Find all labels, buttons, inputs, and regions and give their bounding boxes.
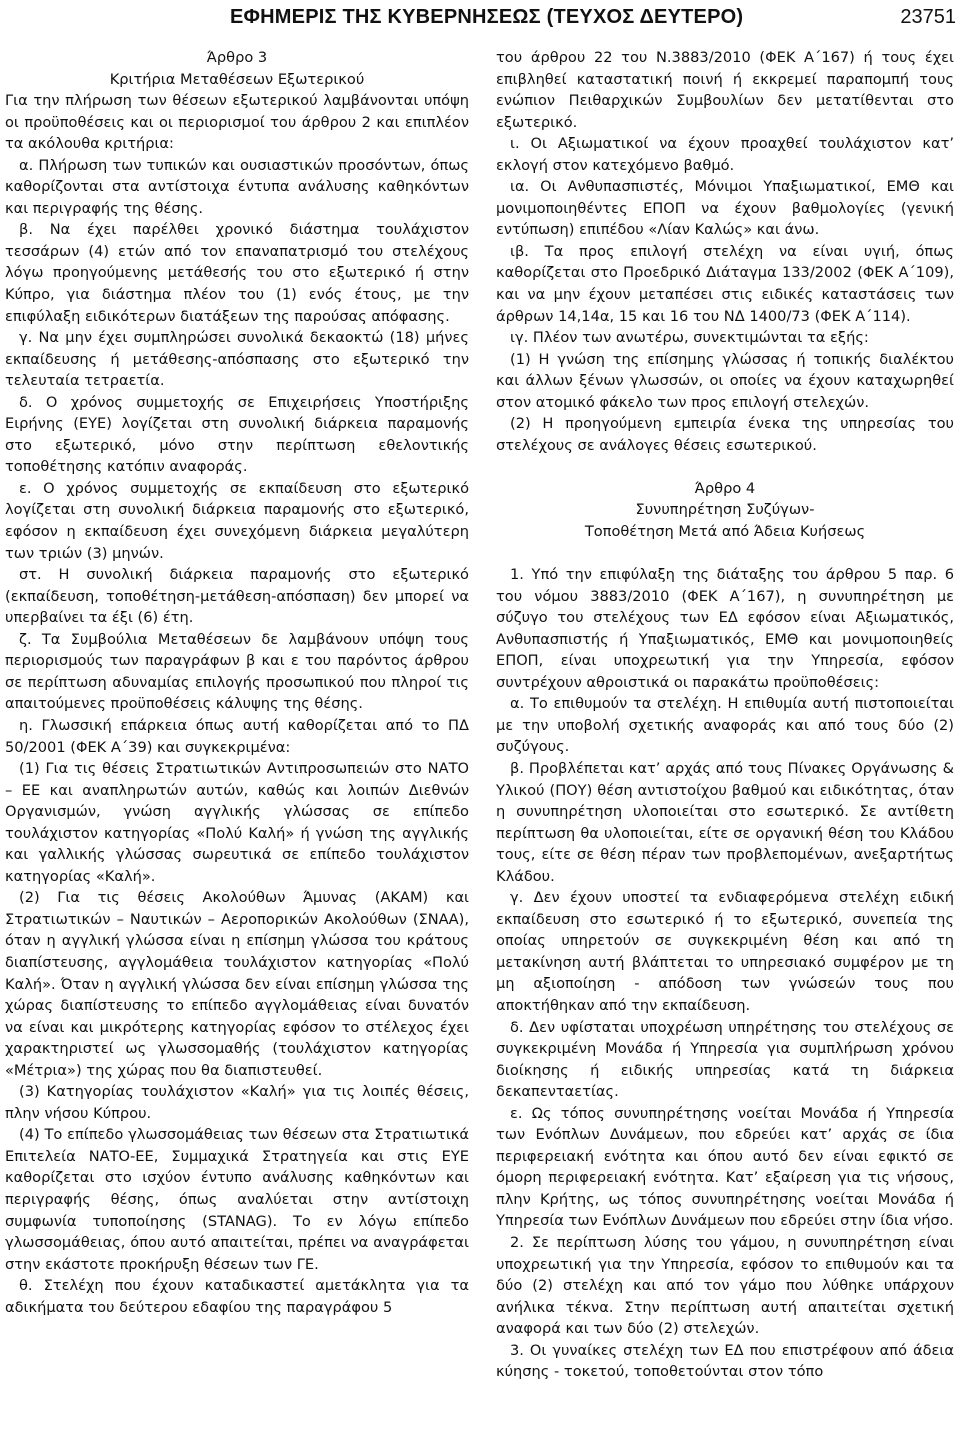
gazette-title: ΕΦΗΜΕΡΙΣ ΤΗΣ ΚΥΒΕΡΝΗΣΕΩΣ (ΤΕΥΧΟΣ ΔΕΥΤΕΡΟ) — [230, 6, 744, 28]
paragraph: ιβ. Τα προς επιλογή στελέχη να είναι υγιή, όπως καθορίζεται στο Προεδρικό Διάταγμα 133/2002 (ΦΕΚ Α΄109), και να μην έχουν μεταπέσει στις ειδικές καταστάσεις των άρθρων 14,14α, 15 και 16 του ΝΔ 1400/73 (ΦΕΚ Α΄114). — [496, 242, 954, 325]
paragraph: γ. Δεν έχουν υποστεί τα ενδιαφερόμενα στελέχη ειδική εκπαίδευση στο εσωτερικό ή το εξωτερικό, συνεπεία της οποίας υπηρετούν σε συγκεκριμένη θέση και από τη μετακίνηση αυτή βλάπτεται το υπηρεσιακό συμφέρον με τη μη αξιοποίηση - απόδοση των γνώσεών τους που αποκτήθηκαν από την εκπαίδευση. — [496, 889, 954, 1014]
paragraph: ε. Ως τόπος συνυπηρέτησης νοείται Μονάδα ή Υπηρεσία των Ενόπλων Δυνάμεων, που εδρεύει κατ’ αρχάς σε ίδια περιφερειακή ενότητα και όπου αυτό δεν είναι εφικτό σε όμορη περιφερειακή ενότητα. Κατ’ εξαίρεση για τις νήσους, πλην Κρήτης, ως τόπος συνυπηρέτησης νοείται Μονάδα ή Υπηρεσία των Ενόπλων Δυνάμεων που εδρεύει στην ίδια νήσο. — [496, 1104, 954, 1230]
page-header — [0, 0, 960, 40]
paragraph: γ. Να μην έχει συμπληρώσει συνολικά δεκαοκτώ (18) μήνες εκπαίδευσης ή μετάθεσης-απόσπασης στο εξωτερικό την τελευταία τετραετία. — [5, 329, 469, 390]
paragraph: δ. Ο χρόνος συμμετοχής σε Επιχειρήσεις Υποστήριξης Ειρήνης (ΕΥΕ) λογίζεται στη συνολική διάρκεια παραμονής στο εξωτερικό, μόνο στην περίπτωση εθελοντικής τοποθέτησης κατόπιν αναφοράς. — [5, 393, 469, 476]
paragraph: 3. Οι γυναίκες στελέχη των ΕΔ που επιστρέφουν από άδεια κύησης - τοκετού, τοποθετούνται στον τόπο — [496, 1341, 954, 1381]
paragraph: α. Πλήρωση των τυπικών και ουσιαστικών προσόντων, όπως καθορίζονται στα αντίστοιχα έντυπα ανάλυσης καθηκόντων και περιγραφής της θέσης. — [5, 156, 469, 217]
section-spacer — [496, 543, 954, 565]
article-4-subheading-line-2: Τοποθέτηση Μετά από Άδεια Κυήσεως — [584, 522, 866, 540]
paragraph: Για την πλήρωση των θέσεων εξωτερικού λαμβάνονται υπόψη οι προϋποθέσεις και οι περιορισμοί του άρθρου 2 και επιπλέον τα ακόλουθα κριτήρια: — [5, 92, 469, 153]
paragraph: ζ. Τα Συμβούλια Μεταθέσεων δε λαμβάνουν υπόψη τους περιορισμούς των παραγράφων β και ε του παρόντος άρθρου σε περίπτωση αδυναμίας επιλογής προσωπικού που πληροί τις απαιτούμενες προϋποθέσεις κάλυψης της θέσης. — [5, 630, 469, 713]
paragraph: β. Προβλέπεται κατ’ αρχάς από τους Πίνακες Οργάνωσης & Υλικού (ΠΟΥ) θέση αντιστοίχου βαθμού και ειδικότητας, όταν η συνυπηρέτηση υλοποιείται στο εσωτερικό. Σε αντίθετη περίπτωση θα υλοποιείται, είτε σε οργανική θέση του Κλάδου τους, είτε σε θέση πέραν των προβλεπομένων, ανεξαρτήτως Κλάδου. — [496, 759, 954, 885]
paragraph: θ. Στελέχη που έχουν καταδικαστεί αμετάκλητα για τα αδικήματα του δεύτερου εδαφίου της παραγράφου 5 — [5, 1277, 469, 1316]
paragraph: (2) Η προηγούμενη εμπειρία ένεκα της υπηρεσίας του στελέχους σε ανάλογες θέσεις εσωτερικού. — [496, 415, 954, 454]
paragraph: στ. Η συνολική διάρκεια παραμονής στο εξωτερικό (εκπαίδευση, τοποθέτηση-μετάθεση-απόσπαση) δεν μπορεί να υπερβαίνει τα έξι (6) έτη. — [5, 566, 469, 627]
page-number: 23751 — [900, 6, 956, 28]
paragraph: ε. Ο χρόνος συμμετοχής σε εκπαίδευση στο εξωτερικό λογίζεται στη συνολική διάρκεια παραμονής στο εξωτερικό, εφόσον η εκπαίδευση έχει συνεχόμενη διάρκεια μεγαλύτερη των τριών (3) μηνών. — [5, 479, 469, 562]
paragraph: β. Να έχει παρέλθει χρονικό διάστημα τουλάχιστον τεσσάρων (4) ετών από τον επαναπατρισμό του στελέχους λόγω προηγούμενης μετάθεσής του στο εξωτερικό ή στην Κύπρο, για διάστημα πλέον του (1) ενός έτους, με την επιφύλαξη ειδικότερων διατάξεων της παρούσας απόφασης. — [5, 221, 469, 325]
paragraph: (1) Η γνώση της επίσημης γλώσσας ή τοπικής διαλέκτου και άλλων ξένων γλωσσών, οι οποίες να έχουν καταχωρηθεί στον ατομικό φάκελο των προς επιλογή στελεχών. — [496, 350, 954, 411]
paragraph: (3) Κατηγορίας τουλάχιστον «Καλή» για τις λοιπές θέσεις, πλην νήσου Κύπρου. — [5, 1083, 469, 1122]
paragraph-continuation: του άρθρου 22 του Ν.3883/2010 (ΦΕΚ Α΄167) ή τους έχει επιβληθεί καταστατική ποινή ή εκκρεμεί παραπομπή τους ενώπιον Πειθαρχικών Συμβουλίων δεν μετατίθενται στο εξωτερικό. — [496, 49, 954, 131]
paragraph: α. Το επιθυμούν τα στελέχη. Η επιθυμία αυτή πιστοποιείται με την υποβολή σχετικής αναφοράς και από τους δύο (2) συζύγους. — [496, 695, 954, 756]
paragraph: ι. Οι Αξιωματικοί να έχουν προαχθεί τουλάχιστον κατ’ εκλογή στον κατεχόμενο βαθμό. — [496, 135, 954, 174]
article-3-heading: Άρθρο 3 — [206, 49, 268, 66]
article-4-heading: Άρθρο 4 — [694, 479, 756, 497]
paragraph: 1. Υπό την επιφύλαξη της διάταξης του άρθρου 5 παρ. 6 του νόμου 3883/2010 (ΦΕΚ Α΄167), η συνυπηρέτηση με σύζυγο του στελέχους των ΕΔ εφόσον είναι Αξιωματικός, Ανθυπασπιστής ή Υπαξιωματικός, ΕΜΘ και μονιμοποιηθείς ΕΠΟΠ, είναι υποχρεωτική για την Υπηρεσία, εφόσον συντρέχουν αθροιστικά οι παρακάτω προϋποθέσεις: — [496, 566, 954, 691]
paragraph: (2) Για τις θέσεις Ακολούθων Άμυνας (ΑΚΑΜ) και Στρατιωτικών – Ναυτικών – Αεροπορικών Ακολούθων (ΣΝΑΑ), όταν η αγγλική γλώσσα είναι η επίσημη γλώσσα του κράτους διαπίστευσης, αγγλομάθεια τουλάχιστον κατηγορίας «Πολύ Καλή». Όταν η αγγλική γλώσσα δεν είναι επίσημη γλώσσα της χώρας διαπίστευσης το επίπεδο αγγλομάθειας είναι δυνατόν να είναι και μικρότερης κατηγορίας εφόσον το στέλεχος έχει χαρακτηριστεί ως γλωσσομαθής (τουλάχιστον κατηγορίας «Μέτρια») της χώρας που θα διαπιστευθεί. — [5, 889, 469, 1079]
paragraph: (4) Το επίπεδο γλωσσομάθειας των θέσεων στα Στρατιωτικά Επιτελεία ΝΑΤΟ-ΕΕ, Συμμαχικά Στρατηγεία και στις ΕΥΕ καθορίζεται στο ισχύον έντυπο ανάλυσης καθηκόντων και περιγραφής θέσης, όπως αναλύεται στην αντίστοιχη συμφωνία τυποποίησης (STANAG). Το εν λόγω επίπεδο γλωσσομάθειας, όπου αυτό απαιτείται, πρέπει να αναγράφεται στην εκάστοτε προκήρυξη θέσεων των ΓΕ. — [5, 1126, 469, 1273]
article-3-subheading: Κριτήρια Μεταθέσεων Εξωτερικού — [109, 70, 365, 88]
paragraph: δ. Δεν υφίσταται υποχρέωση υπηρέτησης του στελέχους σε συγκεκριμένη Μονάδα ή Υπηρεσία για συμπλήρωση χρόνου διοίκησης ή ειδικής υπηρεσίας κατά τη διάρκεια δεκαπενταετίας. — [496, 1018, 954, 1101]
paragraph: 2. Σε περίπτωση λύσης του γάμου, η συνυπηρέτηση είναι υποχρεωτική για την Υπηρεσία, εφόσον το επιθυμούν και τα δύο (2) στελέχη και από τον γάμο που λύθηκε υπάρχουν ανήλικα τέκνα. Στην περίπτωση αυτή απαιτείται σχετική αναφορά και των δύο (2) στελεχών. — [496, 1233, 954, 1338]
paragraph: η. Γλωσσική επάρκεια όπως αυτή καθορίζεται από το ΠΔ 50/2001 (ΦΕΚ Α΄39) και συγκεκριμένα: — [5, 716, 469, 756]
right-column — [496, 47, 954, 1383]
paragraph: (1) Για τις θέσεις Στρατιωτικών Αντιπροσωπειών στο ΝΑΤΟ – ΕΕ και αναπληρωτών αυτών, καθώς και λοιπών Διεθνών Οργανισμών, γνώση αγγλικής γλώσσας σε επίπεδο τουλάχιστον κατηγορίας «Πολύ Καλή» ή γνώση της αγγλικής και γαλλικής γλώσσας σωρευτικά σε επίπεδο τουλάχιστον κατηγορίας «Καλή». — [5, 760, 469, 885]
article-4-subheading-line-1: Συνυπηρέτηση Συζύγων- — [635, 501, 815, 519]
section-spacer — [496, 456, 954, 478]
paragraph: ια. Οι Ανθυπασπιστές, Μόνιμοι Υπαξιωματικοί, ΕΜΘ και μονιμοποιηθέντες ΕΠΟΠ να έχουν βαθμολογίες (γενική εντύπωση) επιπέδου «Λίαν Καλώς» και άνω. — [496, 178, 954, 239]
paragraph: ιγ. Πλέον των ανωτέρω, συνεκτιμώνται τα εξής: — [510, 329, 869, 347]
left-column — [5, 47, 469, 1318]
